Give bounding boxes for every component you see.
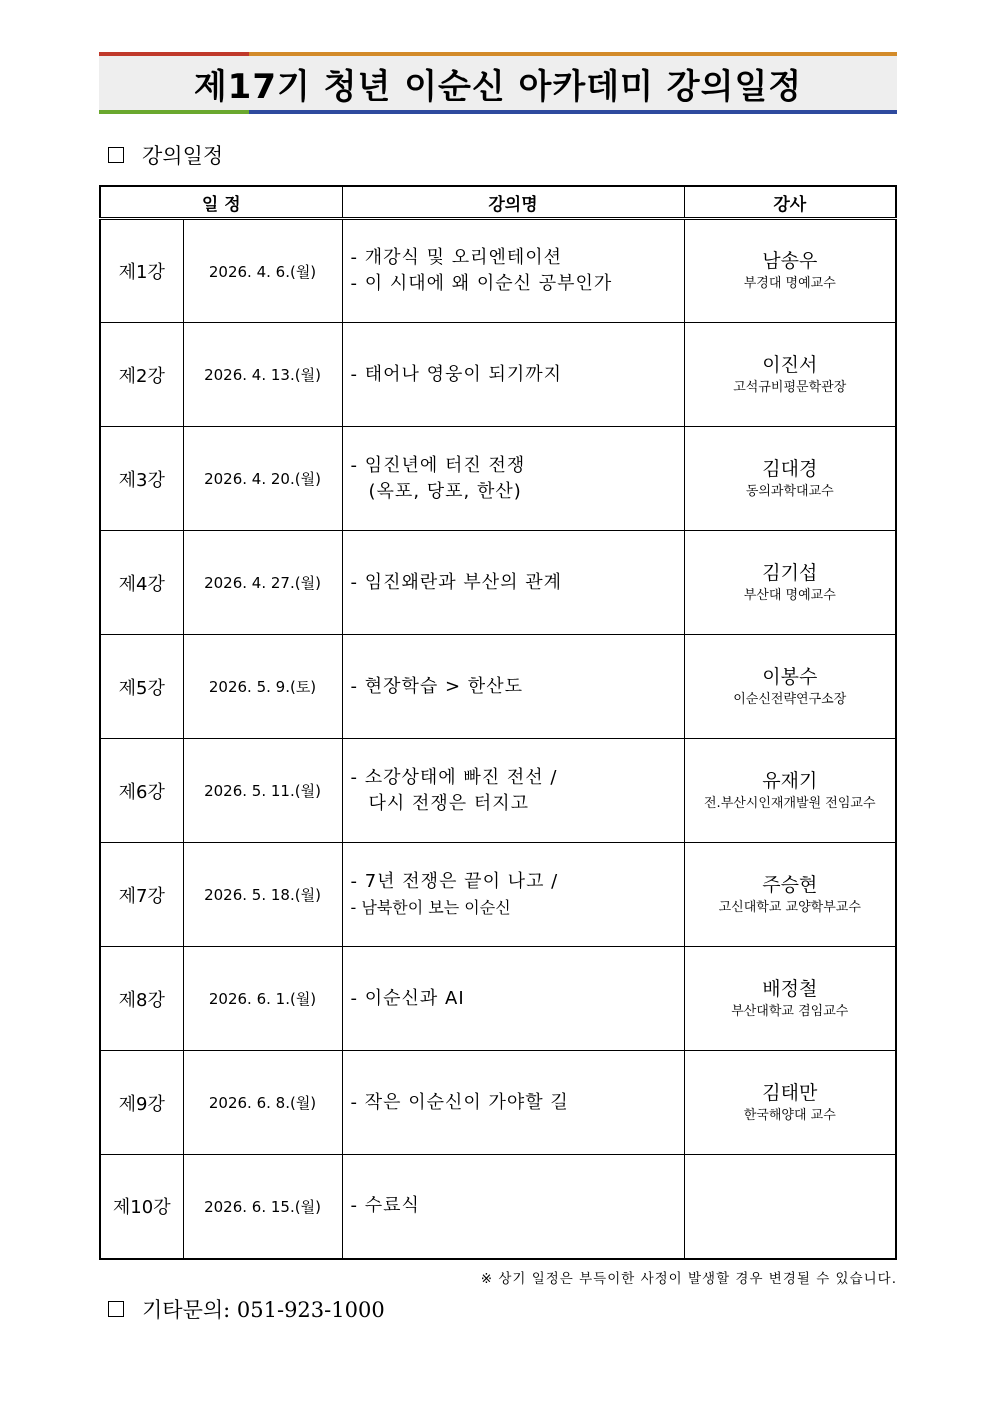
document-title-banner [99,52,897,114]
contact-info: 기타문의: 051-923-1000 [142,1298,385,1322]
table-row [100,635,896,739]
instructor-name: 주승현 [762,873,818,896]
lecture-date: 2026. 4. 20.(월) [183,427,342,531]
lecture-title-cell [342,219,684,323]
title-bottom-accent-bar [99,110,897,114]
instructor-name: 남송우 [762,250,818,272]
lecture-date: 2026. 6. 1.(월) [183,947,342,1051]
instructor-cell [684,1051,896,1155]
table-row [100,739,896,843]
schedule-change-notice: ※ 상기 일정은 부득이한 사정이 발생할 경우 변경될 수 있습니다. [480,1271,897,1287]
instructor-cell [684,739,896,843]
table-row [100,843,896,947]
schedule-table [99,185,897,1260]
instructor-cell [684,947,896,1051]
instructor-title: 전.부산시인재개발원 전임교수 [704,795,876,811]
lecture-title-line: - 태어나 영웅이 되기까지 [350,363,563,385]
lecture-number: 제8강 [100,947,183,1051]
instructor-title: 동의과학대교수 [745,483,834,499]
table-row [100,219,896,323]
lecture-title-line: - 수료식 [350,1195,420,1217]
lecture-date: 2026. 4. 27.(월) [183,531,342,635]
instructor-cell [684,531,896,635]
lecture-title-cell [342,635,684,739]
lecture-title-cell [342,323,684,427]
lecture-title-cell [342,1051,684,1155]
lecture-title-cell [342,739,684,843]
lecture-number: 제3강 [100,427,183,531]
lecture-number: 제1강 [100,219,183,323]
lecture-title-line: (옥포, 당포, 한산) [368,480,522,502]
instructor-title: 한국해양대 교수 [743,1107,836,1123]
instructor-title: 이순신전략연구소장 [733,691,847,707]
lecture-number: 제4강 [100,531,183,635]
lecture-number: 제9강 [100,1051,183,1155]
instructor-name: 이봉수 [762,665,818,688]
instructor-cell [684,323,896,427]
lecture-title-line: - 소강상태에 빠진 전선 / [350,766,558,788]
lecture-number: 제10강 [100,1155,183,1259]
lecture-title-cell [342,1155,684,1259]
instructor-name: 김태만 [762,1081,818,1104]
lecture-title-line: - 7년 전쟁은 끝이 나고 / [350,870,559,892]
instructor-title: 고신대학교 교양학부교수 [718,899,861,915]
table-header-row [100,186,896,219]
lecture-title-line: - 이순신과 AI [350,987,465,1009]
lecture-title-cell [342,947,684,1051]
lecture-title-cell [342,531,684,635]
title-background [99,56,897,110]
lecture-number: 제6강 [100,739,183,843]
lecture-date: 2026. 5. 11.(월) [183,739,342,843]
instructor-title: 부산대 명예교수 [743,587,836,603]
instructor-cell [684,219,896,323]
instructor-cell [684,843,896,947]
checkbox-icon [108,147,124,163]
lecture-title-line: 다시 전쟁은 터지고 [368,792,530,814]
header-lecture: 강의명 [342,186,684,219]
section-heading-label: 강의일정 [142,144,224,168]
table-row [100,531,896,635]
lecture-date: 2026. 4. 6.(월) [183,219,342,323]
instructor-name: 김기섭 [762,561,818,584]
lecture-title-line: - 작은 이순신이 가야할 길 [350,1091,569,1113]
lecture-title-line: - 임진왜란과 부산의 관계 [350,571,563,593]
lecture-number: 제7강 [100,843,183,947]
instructor-name: 이진서 [762,353,818,376]
lecture-date: 2026. 5. 9.(토) [183,635,342,739]
table-row [100,427,896,531]
lecture-date: 2026. 6. 15.(월) [183,1155,342,1259]
lecture-title-line: - 남북한이 보는 이순신 [350,897,511,917]
schedule-section-heading [108,140,223,170]
lecture-title-line: - 개강식 및 오리엔테이션 [350,247,563,268]
lecture-title-line: - 현장학습 > 한산도 [350,675,523,697]
checkbox-icon [108,1301,124,1317]
table-row [100,1051,896,1155]
contact-section [108,1294,385,1324]
lecture-number: 제2강 [100,323,183,427]
lecture-title-line: - 이 시대에 왜 이순신 공부인가 [350,273,613,294]
lecture-title-line: - 임진년에 터진 전쟁 [350,454,526,476]
lecture-number: 제5강 [100,635,183,739]
table-row [100,323,896,427]
table-row [100,947,896,1051]
instructor-cell [684,1155,896,1259]
instructor-title: 고석규비평문학관장 [733,379,847,395]
instructor-cell [684,635,896,739]
lecture-date: 2026. 6. 8.(월) [183,1051,342,1155]
document-title: 제17기 청년 이순신 아카데미 강의일정 [193,66,803,107]
instructor-title: 부경대 명예교수 [743,276,836,291]
lecture-title-cell [342,843,684,947]
instructor-title: 부산대학교 겸임교수 [731,1003,849,1019]
header-instructor: 강사 [684,186,896,219]
instructor-name: 김대경 [762,457,818,480]
lecture-date: 2026. 4. 13.(월) [183,323,342,427]
instructor-name: 유재기 [762,769,818,792]
lecture-title-cell [342,427,684,531]
lecture-date: 2026. 5. 18.(월) [183,843,342,947]
header-schedule: 일 정 [100,186,342,219]
instructor-cell [684,427,896,531]
instructor-name: 배정철 [762,977,818,1000]
table-row [100,1155,896,1259]
